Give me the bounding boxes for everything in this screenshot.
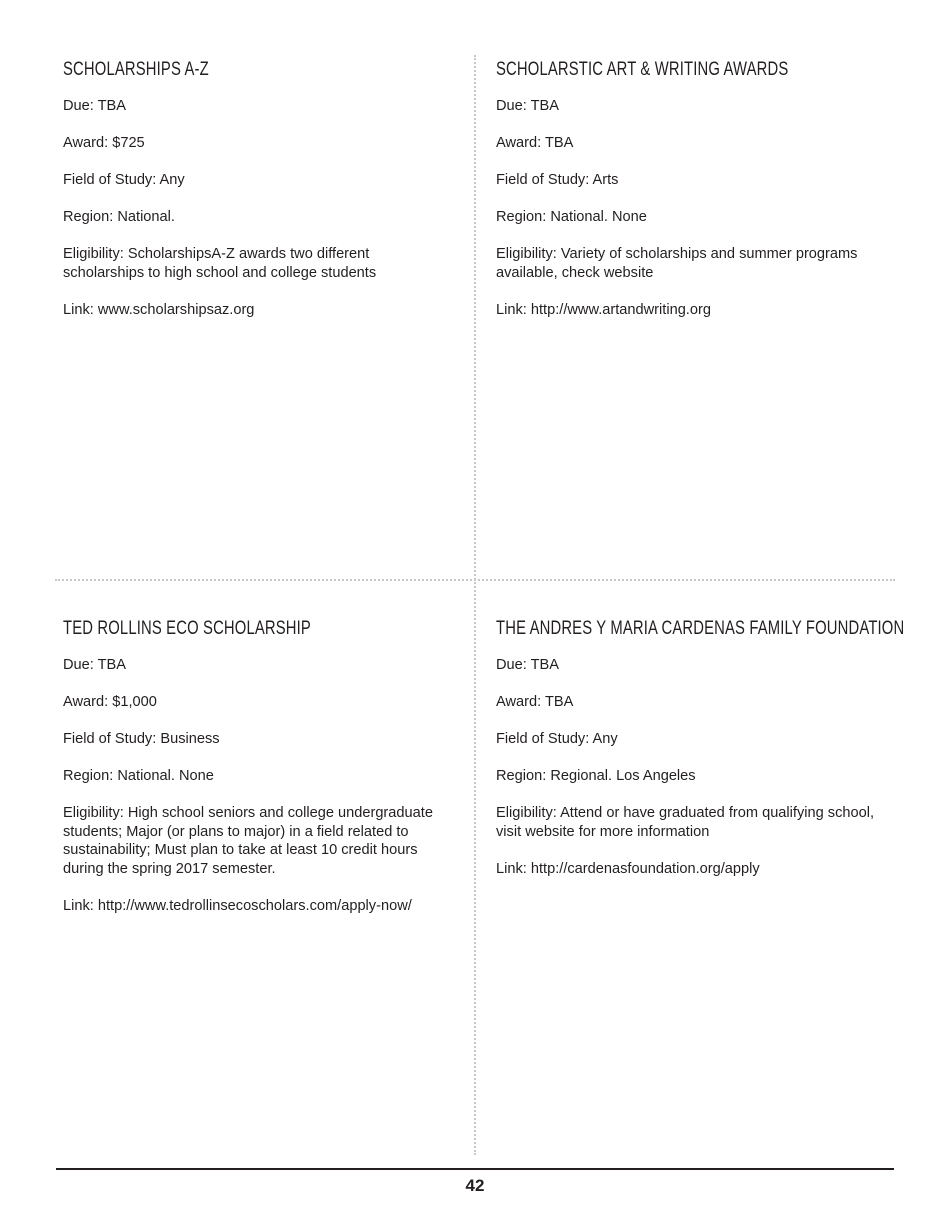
entry-field: Field of Study: Business: [63, 731, 220, 747]
entry-title: THE ANDRES Y MARIA CARDENAS FAMILY FOUNDATION: [496, 618, 905, 639]
scholarship-entry: [63, 59, 463, 338]
entry-due: Due: TBA: [63, 98, 126, 114]
entry-region: Region: National. None: [496, 209, 647, 225]
entry-title: SCHOLARSHIPS A-Z: [63, 59, 209, 80]
scholarship-entry: [496, 59, 896, 338]
entry-award: Award: $725: [63, 135, 145, 151]
entry-due: Due: TBA: [63, 657, 126, 673]
scholarship-entry: [63, 618, 463, 934]
footer-rule: [56, 1168, 894, 1170]
entry-due: Due: TBA: [496, 98, 559, 114]
entry-region: Region: Regional. Los Angeles: [496, 768, 696, 784]
entry-title: TED ROLLINS ECO SCHOLARSHIP: [63, 618, 311, 639]
entry-field: Field of Study: Arts: [496, 172, 619, 188]
entry-award: Award: $1,000: [63, 694, 157, 710]
entry-link: Link: http://www.tedrollinsecoscholars.com/apply-now/: [63, 897, 412, 914]
entry-eligibility: Eligibility: Variety of scholarships and summer programs available, check website: [496, 246, 858, 281]
entry-eligibility: Eligibility: ScholarshipsA-Z awards two different scholarships to high school and college students: [63, 246, 377, 281]
entry-due: Due: TBA: [496, 657, 559, 673]
entry-title: SCHOLARSTIC ART & WRITING AWARDS: [496, 59, 789, 80]
entry-award: Award: TBA: [496, 694, 574, 710]
entry-field: Field of Study: Any: [63, 172, 185, 188]
entry-eligibility: Eligibility: Attend or have graduated from qualifying school, visit website for more information: [496, 805, 875, 840]
entry-link: Link: www.scholarshipsaz.org: [63, 301, 255, 318]
entry-eligibility: Eligibility: High school seniors and college undergraduate students; Major (or plans to major) in a field related to sustainability; Must plan to take at least 10 credit hours during the spring 2017 semester.: [63, 805, 433, 877]
horizontal-divider: [55, 579, 895, 581]
entry-region: Region: National. None: [63, 768, 214, 784]
entry-link: Link: http://www.artandwriting.org: [496, 301, 711, 318]
page-number: 42: [465, 1176, 485, 1195]
entry-field: Field of Study: Any: [496, 731, 618, 747]
entry-award: Award: TBA: [496, 135, 574, 151]
entry-region: Region: National.: [63, 209, 175, 225]
entry-link: Link: http://cardenasfoundation.org/apply: [496, 860, 760, 877]
scholarship-entry: [496, 618, 905, 897]
vertical-divider: [474, 55, 476, 1155]
